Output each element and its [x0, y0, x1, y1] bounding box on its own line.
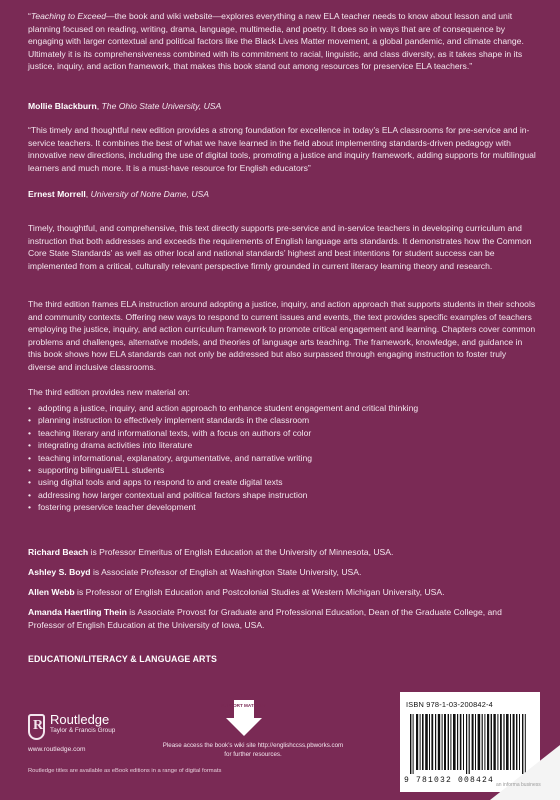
author-name: Richard Beach	[28, 547, 89, 557]
reviewer-name: Mollie Blackburn	[28, 101, 97, 111]
description-paragraph-1: Timely, thoughtful, and comprehensive, this text directly supports pre-service and in-service teachers in developing curriculum and instruction that both addresses and exceeds the requirements of English language arts standards. It demonstrates how the Common Core State Standards’ as well as other local and national standards’ highest and best intentions for student success can be implemented from a critical, culturally relevant perspective firmly grounded in current literacy learning theory and research.	[28, 223, 532, 271]
support-material-text: Please access the book’s wiki site http://englishccss.pbworks.com for further resources.	[162, 742, 344, 758]
author-bio-3	[28, 586, 536, 599]
list-item: • teaching informational, explanatory, argumentative, and narrative writing	[28, 452, 536, 464]
description-lead-in: The third edition provides new material on:	[28, 387, 190, 397]
publisher-logo-text	[50, 713, 115, 735]
reviewer-affiliation: University of Notre Dame, USA	[90, 189, 210, 199]
isbn-label: ISBN 978-1-03-200842-4	[406, 700, 493, 709]
book-title: Teaching to Exceed	[30, 11, 107, 21]
author-name: Allen Webb	[28, 587, 75, 597]
new-material-list	[28, 402, 536, 514]
author-bio-1	[28, 546, 536, 559]
review-quote-2	[28, 124, 536, 174]
quote-attribution-1: Mollie Blackburn, The Ohio State University, USA	[28, 101, 222, 111]
support-material-icon	[220, 696, 268, 740]
publisher-name: Routledge	[50, 712, 110, 727]
description-paragraph-2: The third edition frames ELA instruction around adopting a justice, inquiry, and action approach that supports students in their schools and community contexts. Offering new ways to respond to current issues and events, the text provides specific examples of teachers employing the justice, inquiry, and action curriculum framework to promote critical engagement and learning. Chapters cover common problems and challenges, alternative models, and theories of language arts teaching. The framework, knowledge, and guidance in this book shows how ELA standards can not only be addressed but also surpassed through engaging instruction to foster truly diverse and inclusive classrooms.	[28, 299, 536, 372]
logo-letter: R	[33, 718, 44, 733]
review-quote-1: “Teaching to Exceed—the book and wiki website—explores everything a new ELA teacher needs to know about lesson and unit planning focused on reading, writing, drama, language, multimedia, and poetry. It does so in ways that are of consequence by engaging with larger contextual and political factors like the Black Lives Matter movement, a global pandemic, and climate change. Ultimately it is its comprehensiveness combined with its commitment to racial, linguistic, and class diversity, as it takes shape in its justice, inquiry, and action framework, that makes this book stand out among resources for preservice ELA teachers.”	[28, 11, 524, 72]
quote-attribution-2: Ernest Morrell, University of Notre Dame, USA	[28, 189, 210, 199]
subject-category: EDUCATION/LITERACY & LANGUAGE ARTS	[28, 654, 217, 664]
reviewer-affiliation: The Ohio State University, USA	[101, 101, 222, 111]
publisher-group: Taylor & Francis Group	[50, 727, 116, 734]
support-badge-text: SUPPORT MATERIAL	[220, 703, 268, 708]
author-bio: is Associate Provost for Graduate and Professional Education, Dean of the Graduate College, and Professor of English Education at the University of Iowa, USA.	[28, 607, 502, 630]
author-name: Amanda Haertling Thein	[28, 607, 127, 617]
publisher-url: www.routledge.com	[28, 746, 86, 753]
author-bio: is Professor of English Education and Postcolonial Studies at Western Michigan University, USA.	[74, 587, 445, 597]
author-bio: is Professor Emeritus of English Education at the University of Minnesota, USA.	[88, 547, 394, 557]
list-item: • fostering preservice teacher development	[28, 501, 536, 513]
quote-body: —the book and wiki website—explores everything a new ELA teacher needs to know about lesson and unit planning focused on reading, writing, drama, language, multimedia, and poetry. It does so in ways that are of consequence by engaging with larger contextual and political factors like the Black Lives Matter movement, a global pandemic, and climate change. Ultimately it is its comprehensiveness combined with its commitment to racial, linguistic, and class diversity, as it takes shape in its justice, inquiry, and action framework, that makes this book stand out among resources for preservice ELA teachers.”	[28, 11, 524, 72]
author-bio-4	[28, 606, 536, 631]
routledge-logo-icon	[28, 714, 45, 740]
ebook-availability-note: Routledge titles are available as eBook editions in a range of digital formats	[28, 768, 222, 774]
list-item: • adopting a justice, inquiry, and action approach to enhance student engagement and critical thinking	[28, 402, 536, 414]
list-item: • integrating drama activities into literature	[28, 439, 536, 451]
isbn-digits: 9 781032 008424	[404, 776, 495, 785]
reviewer-name: Ernest Morrell	[28, 189, 86, 199]
informa-text: an informa business	[496, 782, 541, 788]
page-fold-corner	[490, 745, 560, 800]
author-bio-2	[28, 566, 536, 579]
list-item: • planning instruction to effectively implement standards in the classroom	[28, 414, 536, 426]
quote-body: “This timely and thoughtful new edition provides a strong foundation for excellence in today’s ELA classrooms for pre-service and in-service teachers. It combines the best of what we have learned in the field about implementing standards-driven pedagogy with innovative new directions, including the use of digital tools, promoting a justice and inquiry framework, adding supports for multilingual learners and much more. It is a must-have resource for English educators”	[28, 125, 536, 173]
list-item: • using digital tools and apps to respond to and create digital texts	[28, 476, 536, 488]
list-item: • teaching literary and informational texts, with a focus on authors of color	[28, 427, 536, 439]
list-item: • addressing how larger contextual and political factors shape instruction	[28, 489, 536, 501]
author-bio: is Associate Professor of English at Washington State University, USA.	[90, 567, 362, 577]
list-item: • supporting bilingual/ELL students	[28, 464, 536, 476]
author-name: Ashley S. Boyd	[28, 567, 91, 577]
